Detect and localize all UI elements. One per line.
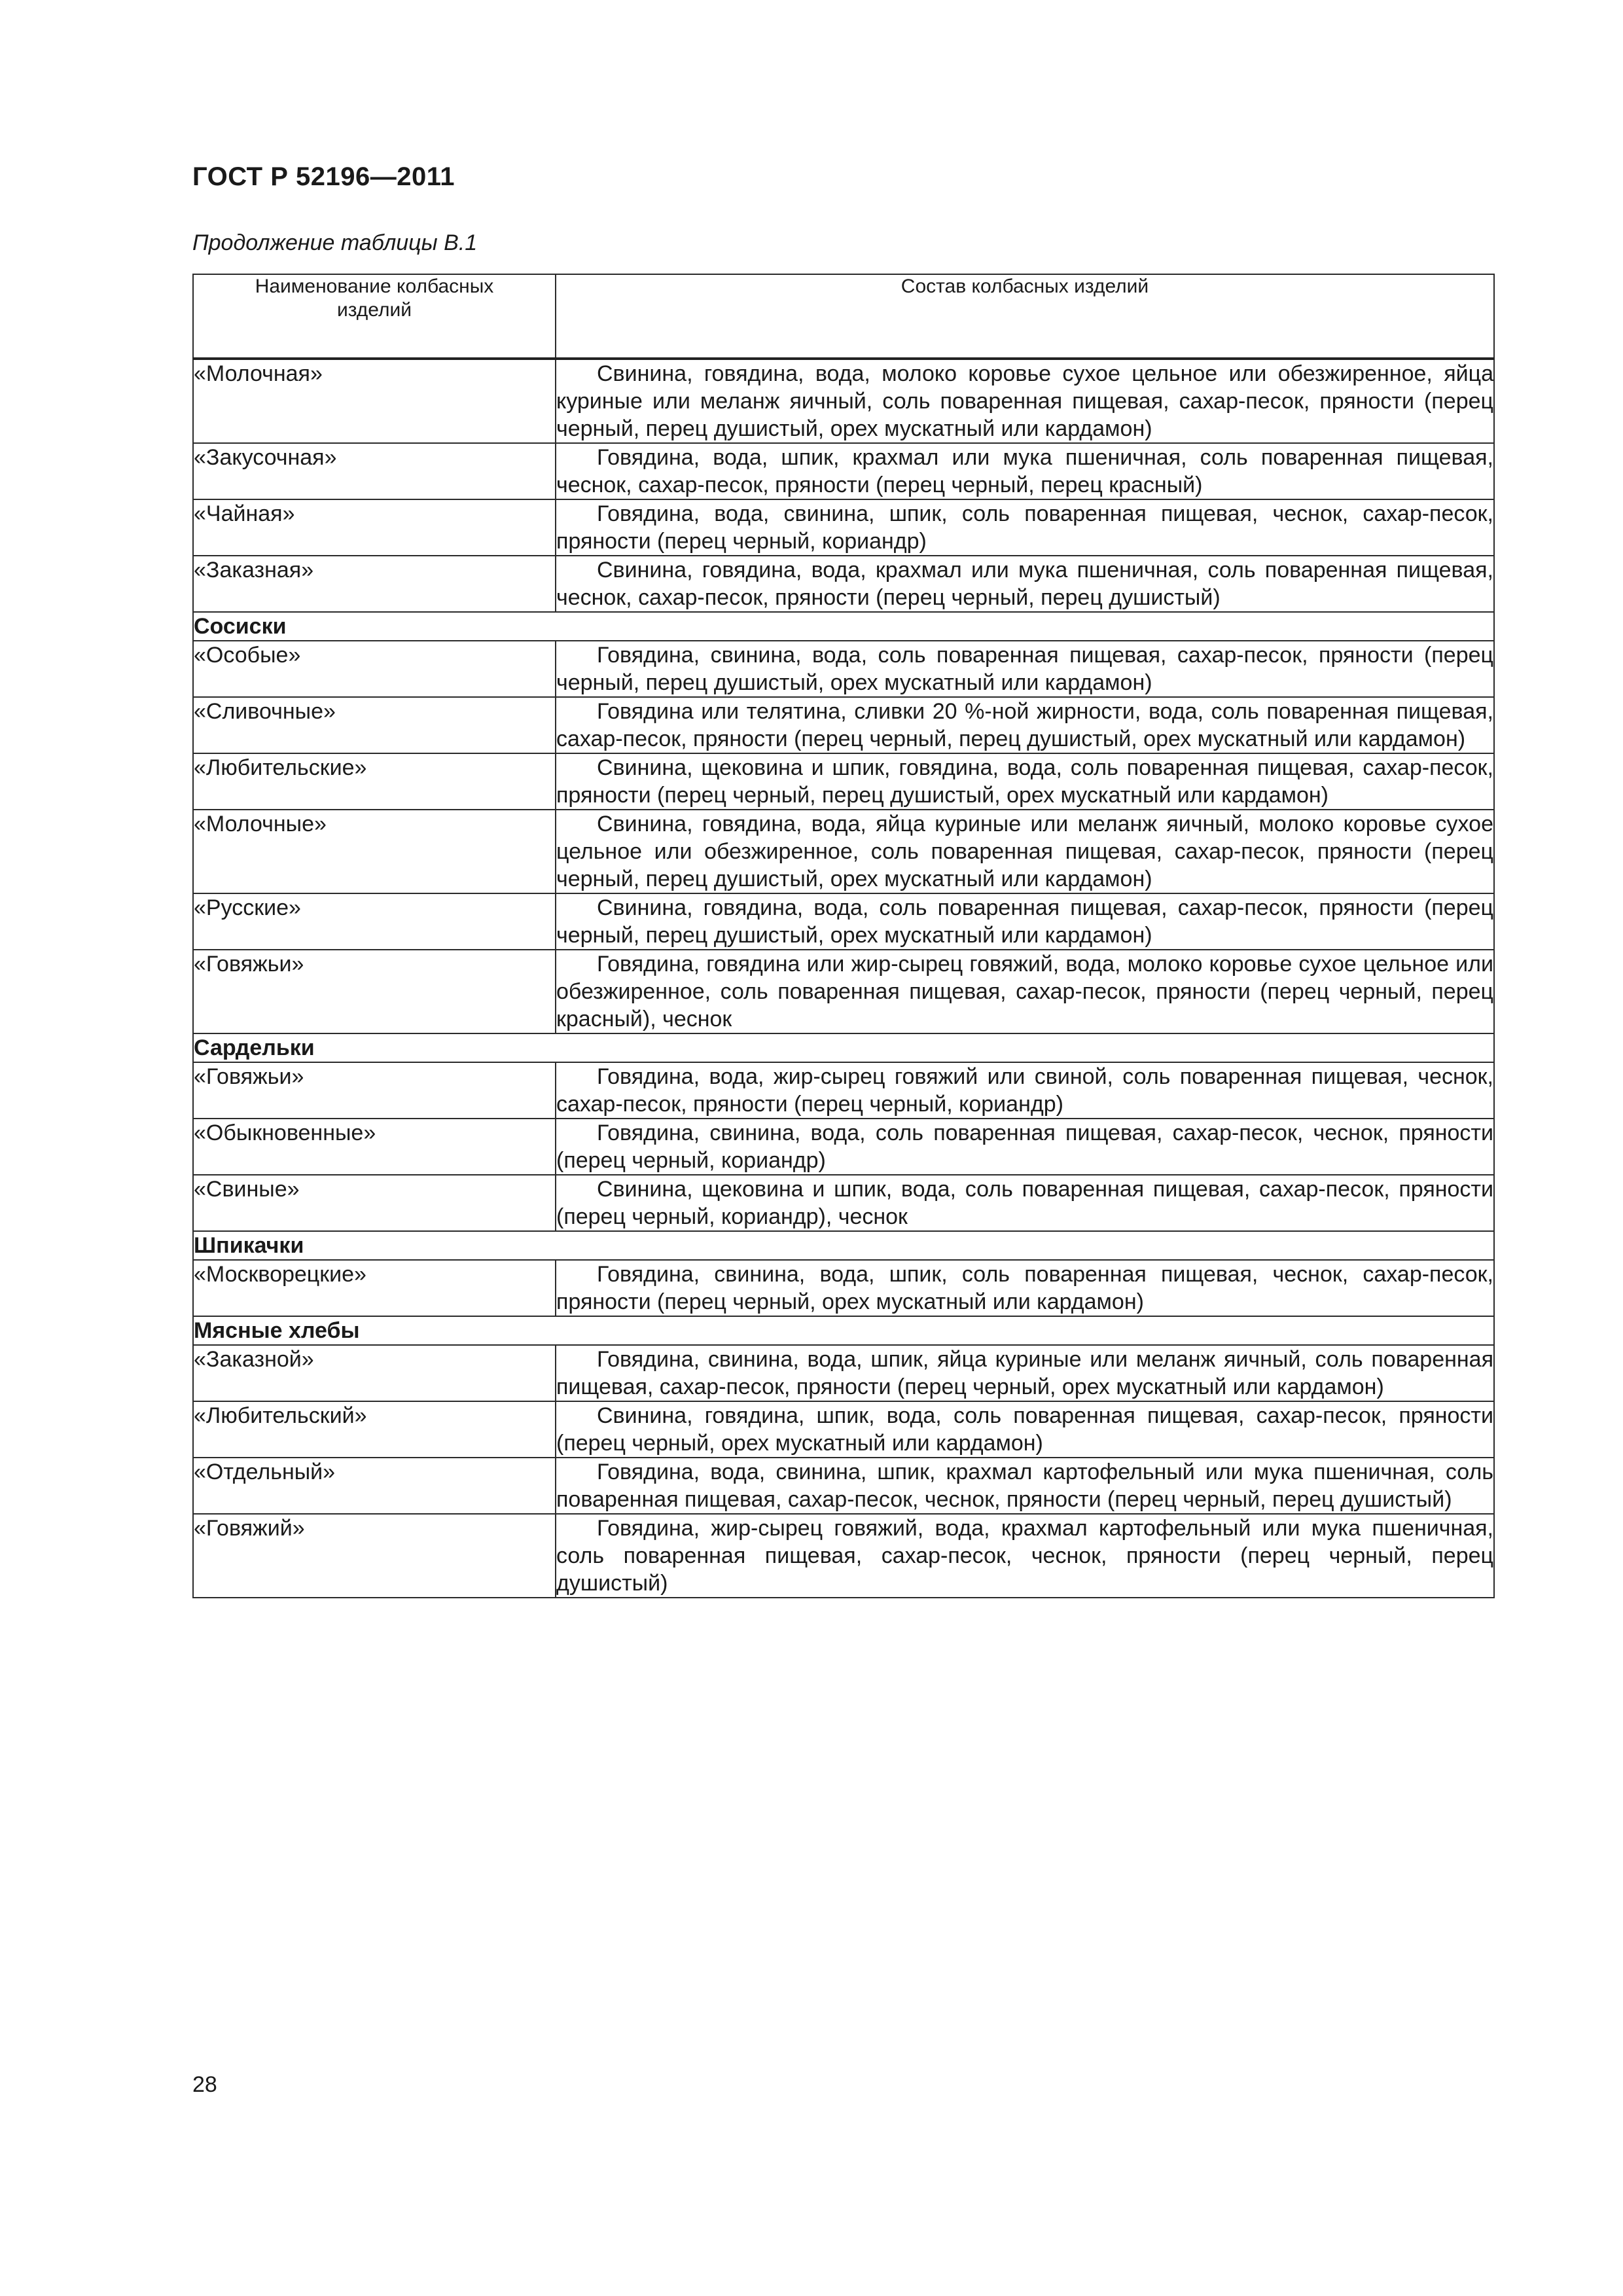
product-composition-cell: Свинина, щековина и шпик, вода, соль поваренная пищевая, сахар-песок, пряности (перец черный, кориандр), чеснок xyxy=(556,1175,1494,1231)
product-name-cell: «Говяжьи» xyxy=(193,1062,556,1119)
product-composition-cell: Говядина, свинина, вода, шпик, яйца куриные или меланж яичный, соль поваренная пищевая, сахар-песок, пряности (перец черный, орех мускатный или кардамон) xyxy=(556,1345,1494,1401)
product-composition-cell: Говядина, свинина, вода, соль поваренная пищевая, сахар-песок, пряности (перец черный, перец душистый, орех мускатный или кардамон) xyxy=(556,641,1494,697)
product-composition-cell: Свинина, говядина, вода, молоко коровье сухое цельное или обезжиренное, яйца куриные или меланж яичный, соль поваренная пищевая, сахар-песок, пряности (перец черный, перец душистый, орех мускатный или кардамон) xyxy=(556,359,1494,443)
table-row xyxy=(193,499,1494,556)
table-row xyxy=(193,950,1494,1033)
group-heading: Сардельки xyxy=(193,1033,1494,1062)
product-name-cell: «Обыкновенные» xyxy=(193,1119,556,1175)
product-composition-cell: Говядина, свинина, вода, соль поваренная пищевая, сахар-песок, чеснок, пряности (перец черный, кориандр) xyxy=(556,1119,1494,1175)
product-composition-cell: Говядина, вода, свинина, шпик, соль поваренная пищевая, чеснок, сахар-песок, пряности (перец черный, кориандр) xyxy=(556,499,1494,556)
product-composition-cell: Говядина, свинина, вода, шпик, соль поваренная пищевая, чеснок, сахар-песок, пряности (перец черный, орех мускатный или кардамон) xyxy=(556,1260,1494,1316)
product-name-cell: «Отдельный» xyxy=(193,1458,556,1514)
product-composition-cell: Говядина, вода, шпик, крахмал или мука пшеничная, соль поваренная пищевая, чеснок, сахар-песок, пряности (перец черный, перец красный) xyxy=(556,443,1494,499)
table-row xyxy=(193,753,1494,810)
table-row xyxy=(193,1260,1494,1316)
product-composition-cell: Говядина, говядина или жир-сырец говяжий, вода, молоко коровье сухое цельное или обезжиренное, соль поваренная пищевая, сахар-песок, пряности (перец черный, перец красный), чеснок xyxy=(556,950,1494,1033)
table-row xyxy=(193,1345,1494,1401)
product-name-cell: «Закусочная» xyxy=(193,443,556,499)
table-row xyxy=(193,1401,1494,1458)
product-name-cell: «Говяжий» xyxy=(193,1514,556,1598)
product-name-cell: «Любительский» xyxy=(193,1401,556,1458)
product-name-cell: «Молочные» xyxy=(193,810,556,893)
product-composition-cell: Говядина, жир-сырец говяжий, вода, крахмал картофельный или мука пшеничная, соль поваренная пищевая, сахар-песок, чеснок, пряности (перец черный, перец душистый) xyxy=(556,1514,1494,1598)
page-number: 28 xyxy=(192,2072,217,2097)
product-name-cell: «Говяжьи» xyxy=(193,950,556,1033)
product-composition-cell: Свинина, говядина, вода, соль поваренная пищевая, сахар-песок, пряности (перец черный, перец душистый, орех мускатный или кардамон) xyxy=(556,893,1494,950)
table-row xyxy=(193,556,1494,612)
product-name-cell: «Русские» xyxy=(193,893,556,950)
product-name-cell: «Молочная» xyxy=(193,359,556,443)
table-row xyxy=(193,1175,1494,1231)
group-row xyxy=(193,1231,1494,1260)
table-body xyxy=(193,359,1494,1598)
table-row xyxy=(193,697,1494,753)
product-name-cell: «Чайная» xyxy=(193,499,556,556)
table-row xyxy=(193,1458,1494,1514)
table-row xyxy=(193,810,1494,893)
table-caption: Продолжение таблицы В.1 xyxy=(192,230,478,255)
product-composition-cell: Свинина, говядина, вода, крахмал или мука пшеничная, соль поваренная пищевая, чеснок, сахар-песок, пряности (перец черный, перец душистый) xyxy=(556,556,1494,612)
table-row xyxy=(193,893,1494,950)
table-row xyxy=(193,1119,1494,1175)
product-name-cell: «Любительские» xyxy=(193,753,556,810)
table-row xyxy=(193,359,1494,443)
product-name-cell: «Заказной» xyxy=(193,1345,556,1401)
document-code: ГОСТ Р 52196—2011 xyxy=(192,162,455,191)
group-row xyxy=(193,612,1494,641)
table-row xyxy=(193,1514,1494,1598)
product-composition-cell: Говядина, вода, свинина, шпик, крахмал картофельный или мука пшеничная, соль поваренная пищевая, сахар-песок, чеснок, пряности (перец черный, перец душистый) xyxy=(556,1458,1494,1514)
product-composition-cell: Говядина или телятина, сливки 20 %-ной жирности, вода, соль поваренная пищевая, сахар-песок, пряности (перец черный, перец душистый, орех мускатный или кардамон) xyxy=(556,697,1494,753)
product-name-cell: «Заказная» xyxy=(193,556,556,612)
table-row xyxy=(193,1062,1494,1119)
table-row xyxy=(193,641,1494,697)
product-composition-cell: Свинина, говядина, шпик, вода, соль поваренная пищевая, сахар-песок, пряности (перец черный, орех мускатный или кардамон) xyxy=(556,1401,1494,1458)
group-heading: Мясные хлебы xyxy=(193,1316,1494,1345)
product-name-cell: «Сливочные» xyxy=(193,697,556,753)
column-header-name: Наименование колбасных изделий xyxy=(193,274,556,359)
product-name-cell: «Особые» xyxy=(193,641,556,697)
composition-table xyxy=(192,274,1495,1598)
table-header-row xyxy=(193,274,1494,359)
group-heading: Сосиски xyxy=(193,612,1494,641)
product-composition-cell: Свинина, щековина и шпик, говядина, вода, соль поваренная пищевая, сахар-песок, пряности (перец черный, перец душистый, орех мускатный или кардамон) xyxy=(556,753,1494,810)
group-row xyxy=(193,1033,1494,1062)
product-name-cell: «Москворецкие» xyxy=(193,1260,556,1316)
product-name-cell: «Свиные» xyxy=(193,1175,556,1231)
table-row xyxy=(193,443,1494,499)
group-row xyxy=(193,1316,1494,1345)
product-composition-cell: Свинина, говядина, вода, яйца куриные или меланж яичный, молоко коровье сухое цельное или обезжиренное, соль поваренная пищевая, сахар-песок, пряности (перец черный, перец душистый, орех мускатный или кардамон) xyxy=(556,810,1494,893)
group-heading: Шпикачки xyxy=(193,1231,1494,1260)
column-header-composition: Состав колбасных изделий xyxy=(556,274,1494,359)
product-composition-cell: Говядина, вода, жир-сырец говяжий или свиной, соль поваренная пищевая, чеснок, сахар-песок, пряности (перец черный, кориандр) xyxy=(556,1062,1494,1119)
